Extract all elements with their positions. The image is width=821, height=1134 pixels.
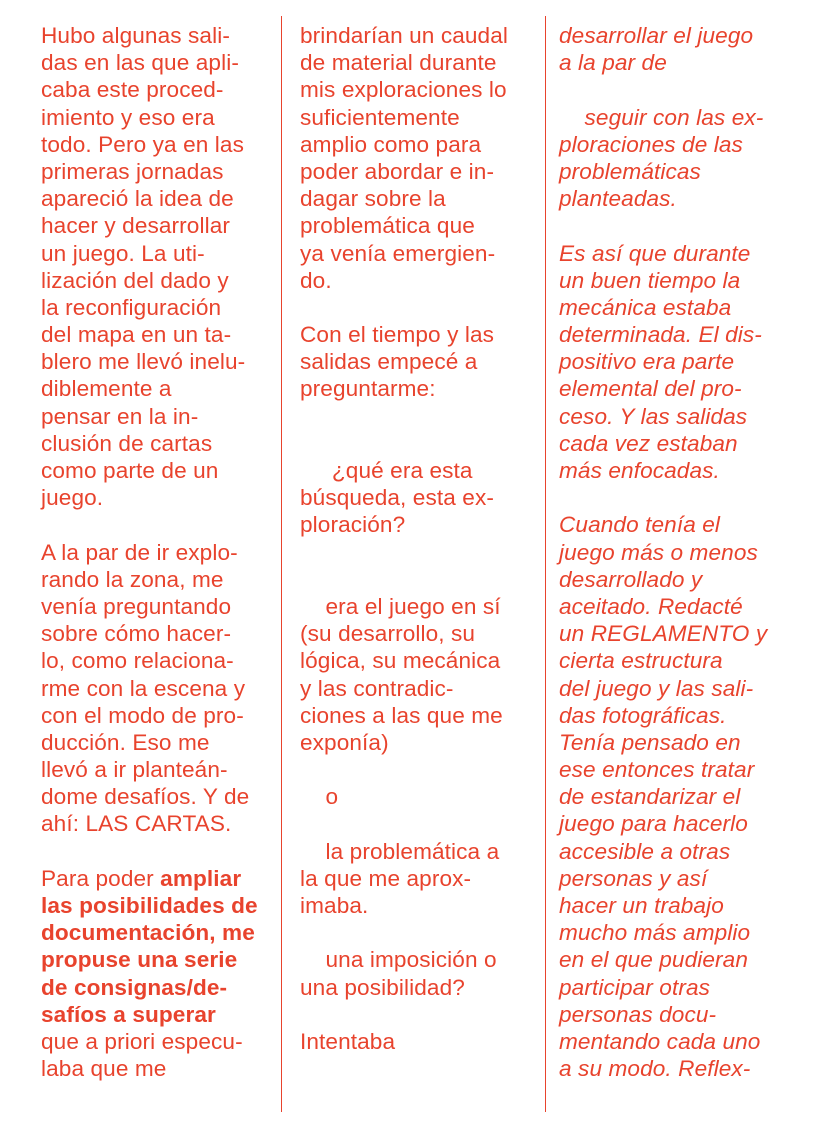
text-line — [559, 403, 809, 430]
text-line — [300, 348, 536, 375]
text-line — [300, 919, 536, 946]
text-run: positivo era parte — [559, 349, 735, 375]
text-line — [559, 675, 809, 702]
text-line — [41, 457, 277, 484]
text-line — [559, 294, 809, 321]
text-line — [41, 158, 277, 185]
text-run: ¿qué era esta — [300, 458, 473, 483]
text-line — [300, 1028, 536, 1055]
text-line — [41, 783, 277, 810]
text-run: lo, como relaciona- — [41, 648, 234, 674]
text-run: suficientemente — [300, 104, 460, 130]
text-line — [559, 974, 809, 1001]
text-line — [41, 267, 277, 294]
text-line — [300, 756, 536, 783]
text-run: ploración? — [300, 512, 406, 538]
text-line — [300, 49, 536, 76]
text-line — [300, 566, 536, 593]
text-line — [559, 1028, 809, 1055]
text-line — [300, 511, 536, 538]
text-run: era el juego en sí — [300, 593, 501, 619]
text-run: rando la zona, me — [41, 566, 224, 592]
column-divider-1 — [281, 16, 282, 1112]
text-line — [300, 892, 536, 919]
bold-text-run: de consignas/de- — [41, 974, 228, 1000]
text-run: seguir con las ex- — [559, 104, 764, 130]
text-run: hacer un trabajo — [559, 893, 724, 918]
text-line — [41, 974, 277, 1001]
text-run: personas y así — [559, 865, 708, 891]
text-line — [41, 1001, 277, 1028]
text-line — [300, 729, 536, 756]
text-run: mis exploraciones lo — [300, 77, 507, 103]
text-line — [559, 838, 809, 865]
text-run: en el que pudieran — [559, 947, 748, 973]
text-line — [559, 484, 809, 511]
text-run: ahí: LAS CARTAS. — [41, 811, 232, 837]
text-run: del juego y las sali- — [559, 675, 754, 701]
text-line — [300, 974, 536, 1001]
text-line — [41, 294, 277, 321]
text-run: de material durante — [300, 50, 497, 76]
text-run: que a priori especu- — [41, 1028, 243, 1054]
text-line — [559, 810, 809, 837]
text-run: caba este proced- — [41, 77, 224, 103]
text-run: Intentaba — [300, 1028, 396, 1054]
text-run: problemáticas — [559, 158, 701, 184]
text-run: y las contradic- — [300, 675, 454, 701]
text-run: mentando cada uno — [559, 1028, 761, 1054]
text-line — [41, 185, 277, 212]
text-run: preguntarme: — [300, 376, 436, 402]
text-run: un buen tiempo la — [559, 267, 741, 293]
text-line — [300, 22, 536, 49]
text-line — [41, 22, 277, 49]
text-line — [300, 430, 536, 457]
text-run: Hubo algunas sali- — [41, 23, 230, 48]
text-line — [41, 620, 277, 647]
text-run: un REGLAMENTO y — [559, 621, 768, 647]
text-run: participar otras — [559, 974, 711, 1000]
text-column-1 — [41, 22, 277, 1082]
text-line — [559, 865, 809, 892]
text-line — [41, 919, 277, 946]
text-line — [300, 375, 536, 402]
text-line — [559, 49, 809, 76]
text-line — [41, 593, 277, 620]
text-line — [559, 1055, 809, 1082]
text-run: imiento y eso era — [41, 104, 215, 130]
text-run: hacer y desarrollar — [41, 213, 231, 239]
text-line — [300, 131, 536, 158]
text-line — [559, 620, 809, 647]
text-run: la que me aprox- — [300, 865, 472, 891]
text-line — [41, 484, 277, 511]
text-run: apareció la idea de — [41, 186, 234, 212]
text-line — [41, 76, 277, 103]
text-run: sobre cómo hacer- — [41, 621, 232, 647]
text-line — [300, 620, 536, 647]
text-run: venía preguntando — [41, 593, 232, 619]
text-run: una imposición o — [300, 947, 497, 973]
text-line — [559, 946, 809, 973]
text-run: la reconfiguración — [41, 294, 222, 320]
text-run: diblemente a — [41, 376, 172, 402]
text-run: do. — [300, 267, 332, 293]
text-line — [559, 919, 809, 946]
text-line — [300, 294, 536, 321]
text-run: de estandarizar el — [559, 784, 741, 810]
text-column-3 — [559, 22, 809, 1082]
text-line — [300, 1001, 536, 1028]
text-line — [559, 647, 809, 674]
text-run: ploraciones de las — [559, 131, 743, 157]
text-run: brindarían un caudal — [300, 23, 509, 48]
text-line — [300, 403, 536, 430]
text-run: dome desafíos. Y de — [41, 784, 250, 810]
text-run: aceitado. Redacté — [559, 593, 743, 619]
text-run: Para poder — [41, 865, 161, 891]
text-line — [41, 675, 277, 702]
text-run: llevó a ir planteán- — [41, 757, 228, 783]
text-run: clusión de cartas — [41, 430, 213, 456]
text-line — [300, 675, 536, 702]
text-line — [559, 240, 809, 267]
text-run: (su desarrollo, su — [300, 621, 476, 647]
text-line — [559, 1001, 809, 1028]
text-line — [559, 348, 809, 375]
text-run: A la par de ir explo- — [41, 539, 238, 565]
text-line — [559, 158, 809, 185]
text-line — [300, 185, 536, 212]
text-run: salidas empecé a — [300, 349, 478, 375]
text-run: Con el tiempo y las — [300, 322, 495, 348]
text-line — [300, 76, 536, 103]
text-line — [559, 783, 809, 810]
text-run: mucho más amplio — [559, 920, 751, 946]
text-run: das en las que apli- — [41, 50, 239, 76]
text-run: desarrollar el juego — [559, 23, 754, 48]
text-run: blero me llevó inelu- — [41, 349, 246, 375]
text-line — [41, 430, 277, 457]
text-line — [300, 457, 536, 484]
text-line — [41, 348, 277, 375]
text-run: a la par de — [559, 50, 667, 76]
text-line — [559, 457, 809, 484]
text-line — [559, 593, 809, 620]
text-run: desarrollado y — [559, 566, 703, 592]
text-line — [559, 729, 809, 756]
text-line — [559, 430, 809, 457]
text-line — [559, 756, 809, 783]
text-run: lización del dado y — [41, 267, 229, 293]
text-line — [41, 865, 277, 892]
text-line — [41, 566, 277, 593]
text-line — [41, 838, 277, 865]
text-run: más enfocadas. — [559, 458, 720, 483]
text-line — [559, 321, 809, 348]
text-run: juego. — [41, 485, 104, 511]
text-column-2 — [300, 22, 536, 1055]
text-line — [300, 484, 536, 511]
text-line — [41, 810, 277, 837]
text-run: a su modo. Reflex- — [559, 1056, 751, 1082]
text-run: del mapa en un ta- — [41, 322, 232, 348]
text-run: como parte de un — [41, 458, 219, 483]
text-line — [41, 131, 277, 158]
text-run: imaba. — [300, 893, 369, 918]
text-run: determinada. El dis- — [559, 322, 762, 348]
text-run: elemental del pro- — [559, 376, 742, 402]
text-run: cada vez estaban — [559, 430, 738, 456]
text-run: rme con la escena y — [41, 675, 246, 701]
text-run: juego para hacerlo — [559, 811, 748, 837]
text-run: una posibilidad? — [300, 974, 465, 1000]
text-run: Tenía pensado en — [559, 729, 741, 755]
text-line — [41, 375, 277, 402]
text-run: laba que me — [41, 1056, 167, 1082]
text-line — [300, 240, 536, 267]
text-line — [300, 267, 536, 294]
text-line — [300, 158, 536, 185]
text-line — [41, 539, 277, 566]
text-line — [300, 104, 536, 131]
text-run: la problemática a — [300, 838, 500, 864]
text-line — [559, 892, 809, 919]
text-line — [41, 49, 277, 76]
text-run: exponía) — [300, 729, 389, 755]
text-line — [300, 702, 536, 729]
text-line — [300, 593, 536, 620]
text-run: ducción. Eso me — [41, 729, 210, 755]
text-line — [41, 892, 277, 919]
text-run: poder abordar e in- — [300, 158, 495, 184]
text-run: ese entonces tratar — [559, 757, 755, 783]
text-line — [41, 647, 277, 674]
text-line — [559, 539, 809, 566]
text-line — [41, 729, 277, 756]
text-line — [559, 76, 809, 103]
text-line — [300, 946, 536, 973]
bold-text-run: safíos a superar — [41, 1001, 216, 1027]
text-line — [300, 865, 536, 892]
text-line — [559, 702, 809, 729]
text-line — [41, 702, 277, 729]
text-run: dagar sobre la — [300, 186, 446, 212]
text-line — [41, 1028, 277, 1055]
text-line — [559, 566, 809, 593]
text-line — [559, 185, 809, 212]
text-run: problemática que — [300, 213, 475, 239]
text-run: ya venía emergien- — [300, 240, 496, 266]
text-line — [300, 321, 536, 348]
text-line — [41, 212, 277, 239]
bold-text-run: documentación, me — [41, 920, 255, 946]
text-line — [41, 511, 277, 538]
text-run: cierta estructura — [559, 648, 723, 674]
text-line — [41, 1055, 277, 1082]
text-line — [559, 22, 809, 49]
text-run: pensar en la in- — [41, 403, 199, 429]
text-line — [41, 756, 277, 783]
text-line — [300, 539, 536, 566]
text-run: mecánica estaba — [559, 294, 732, 320]
text-run: ciones a las que me — [300, 702, 503, 728]
text-run: búsqueda, esta ex- — [300, 485, 494, 511]
text-run: das fotográficas. — [559, 702, 727, 728]
bold-text-run: las posibilidades de — [41, 893, 258, 918]
text-run: personas docu- — [559, 1001, 717, 1027]
text-line — [559, 375, 809, 402]
text-line — [41, 403, 277, 430]
text-run: lógica, su mecánica — [300, 648, 501, 674]
text-line — [300, 212, 536, 239]
column-divider-2 — [545, 16, 546, 1112]
text-line — [41, 321, 277, 348]
text-run: todo. Pero ya en las — [41, 131, 244, 157]
text-run: accesible a otras — [559, 838, 731, 864]
text-line — [41, 240, 277, 267]
text-line — [559, 104, 809, 131]
text-run: o — [300, 784, 339, 810]
text-run: planteadas. — [559, 186, 677, 212]
text-run: con el modo de pro- — [41, 702, 244, 728]
text-line — [559, 131, 809, 158]
text-line — [559, 511, 809, 538]
text-line — [41, 946, 277, 973]
text-run: juego más o menos — [559, 539, 758, 565]
text-line — [300, 838, 536, 865]
text-run: Es así que durante — [559, 240, 751, 266]
text-run: Cuando tenía el — [559, 512, 721, 538]
text-line — [300, 647, 536, 674]
text-line — [559, 267, 809, 294]
bold-text-run: propuse una serie — [41, 947, 238, 973]
text-line — [300, 810, 536, 837]
text-line — [559, 212, 809, 239]
text-line — [41, 104, 277, 131]
text-run: un juego. La uti- — [41, 240, 205, 266]
bold-text-run: ampliar — [160, 865, 242, 891]
text-run: ceso. Y las salidas — [559, 403, 748, 429]
text-line — [300, 783, 536, 810]
text-run: amplio como para — [300, 131, 482, 157]
text-run: primeras jornadas — [41, 158, 224, 184]
